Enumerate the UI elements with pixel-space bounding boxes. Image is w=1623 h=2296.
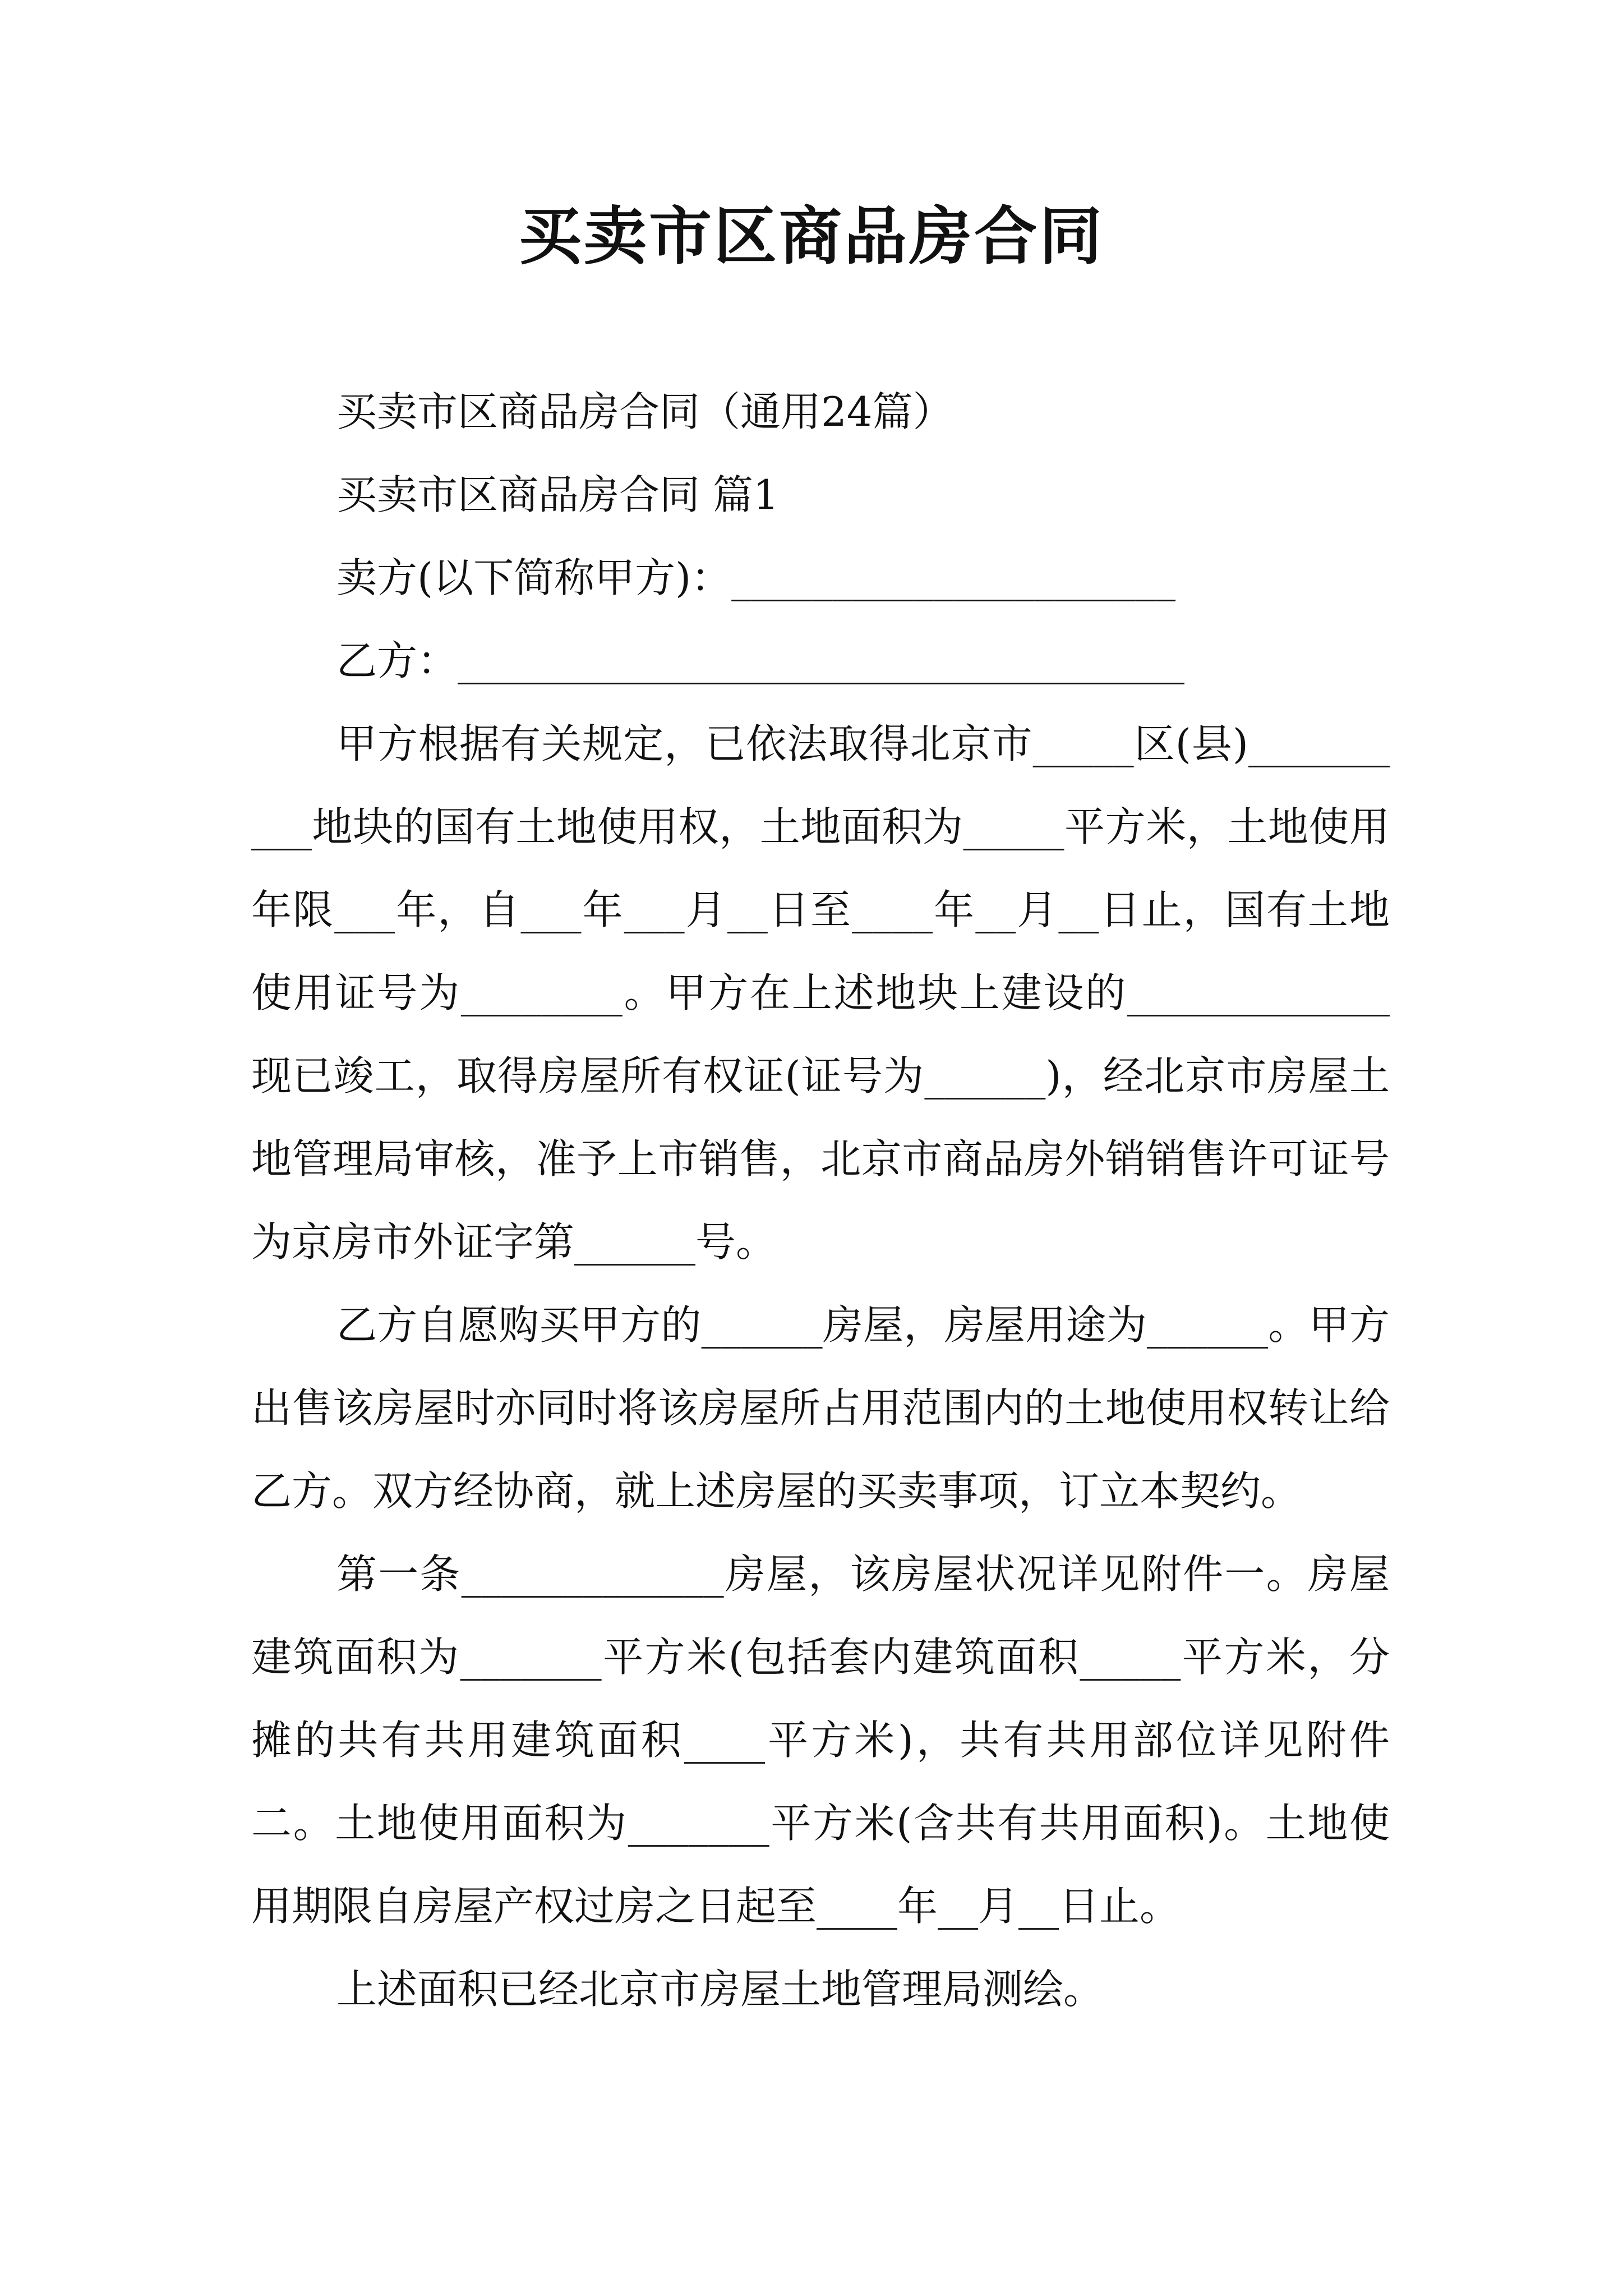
paragraph-purchase-intent: 乙方自愿购买甲方的______房屋，房屋用途为______。甲方出售该房屋时亦同时将该房屋所占用范围内的土地使用权转让给乙方。双方经协商，就上述房屋的买卖事项，订立本契约。 [251, 1301, 1390, 1515]
paragraph-article-one: 第一条_____________房屋，该房屋状况详见附件一。房屋建筑面积为_______平方米(包括套内建筑面积_____平方米，分摊的共有共用建筑面积____平方米)，共有共用部位详见附件二。土地使用面积为_______平方米(含共有共用面积)。土地使用期限自房屋产权过房之日起至____年__月__日止。 [251, 1550, 1390, 1930]
document-title: 买卖市区商品房合同 [519, 200, 1104, 273]
seller-line: 卖方(以下简称甲方)：______________________ [336, 554, 1176, 601]
paragraph-survey-note: 上述面积已经北京市房屋土地管理局测绘。 [336, 1966, 1104, 2013]
document-body [251, 370, 1390, 2031]
collection-heading: 买卖市区商品房合同（通用24篇） [336, 388, 953, 435]
section-heading: 买卖市区商品房合同 篇1 [336, 471, 779, 518]
buyer-line: 乙方：____________________________________ [336, 637, 1185, 684]
paragraph-land-rights: 甲方根据有关规定，已依法取得北京市_____区(县)__________地块的国有土地使用权，土地面积为_____平方米，土地使用年限___年，自___年___月__日至____年__月__日止，国有土地使用证号为________。甲方在上述地块上建设的_____________现已竣工，取得房屋所有权证(证号为______)，经北京市房屋土地管理局审核，准予上市销售，北京市商品房外销销售许可证号为京房市外证字第______号。 [251, 720, 1390, 1266]
